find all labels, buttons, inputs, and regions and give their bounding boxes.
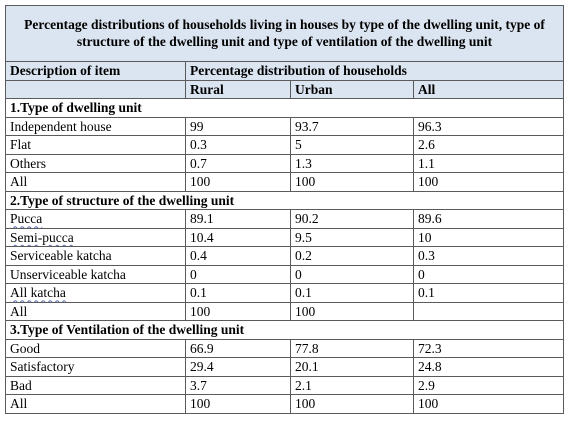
all-cell: 2.6 (414, 136, 564, 155)
rural-cell: 89.1 (186, 210, 291, 229)
all-cell: 0.1 (414, 284, 564, 303)
table-row (6, 376, 564, 395)
all-header: All (414, 80, 564, 99)
item-cell (6, 228, 186, 247)
table-row (6, 210, 564, 229)
section-header-row (6, 99, 564, 118)
all-cell: 2.9 (414, 376, 564, 395)
rural-cell: 3.7 (186, 376, 291, 395)
urban-cell: 90.2 (291, 210, 414, 229)
table-row (6, 339, 564, 358)
all-cell: 96.3 (414, 117, 564, 136)
item-label: Pucca (10, 211, 43, 227)
urban-cell: 0.2 (291, 247, 414, 266)
item-cell: Independent house (6, 117, 186, 136)
empty-header-cell (6, 80, 186, 99)
table-row (6, 173, 564, 192)
urban-cell: 93.7 (291, 117, 414, 136)
table-row (6, 228, 564, 247)
all-cell: 89.6 (414, 210, 564, 229)
all-cell: 24.8 (414, 358, 564, 377)
urban-cell: 20.1 (291, 358, 414, 377)
urban-cell: 2.1 (291, 376, 414, 395)
table-row (6, 117, 564, 136)
section-header-row (6, 191, 564, 210)
item-cell (6, 210, 186, 229)
urban-cell: 100 (291, 302, 414, 321)
section-header-row (6, 321, 564, 340)
rural-cell: 99 (186, 117, 291, 136)
item-cell: Satisfactory (6, 358, 186, 377)
table-title-row (6, 6, 564, 62)
item-cell (6, 265, 186, 284)
rural-cell: 0 (186, 265, 291, 284)
item-cell: Bad (6, 376, 186, 395)
urban-cell: 9.5 (291, 228, 414, 247)
description-header: Description of item (6, 62, 186, 81)
table-row (6, 284, 564, 303)
urban-cell: 5 (291, 136, 414, 155)
urban-cell: 1.3 (291, 154, 414, 173)
item-label: All katcha (10, 285, 66, 301)
rural-cell: 100 (186, 395, 291, 414)
table-title: Percentage distributions of households living in houses by type of the dwelling unit, type of structure of the dwelling unit and type of ventilation of the dwelling unit (6, 6, 564, 62)
table-container (5, 5, 563, 414)
rural-cell: 66.9 (186, 339, 291, 358)
section-title: 3.Type of Ventilation of the dwelling unit (6, 321, 564, 340)
table-row (6, 136, 564, 155)
table-row (6, 358, 564, 377)
item-cell (6, 247, 186, 266)
all-cell (414, 302, 564, 321)
rural-cell: 0.3 (186, 136, 291, 155)
rural-header: Rural (186, 80, 291, 99)
item-label: Unserviceable katcha (10, 266, 126, 282)
item-cell (6, 284, 186, 303)
item-cell: Good (6, 339, 186, 358)
table-row (6, 247, 564, 266)
urban-cell: 100 (291, 173, 414, 192)
urban-cell: 77.8 (291, 339, 414, 358)
urban-cell: 100 (291, 395, 414, 414)
all-cell: 72.3 (414, 339, 564, 358)
rural-cell: 0.7 (186, 154, 291, 173)
section-title: 2.Type of structure of the dwelling unit (6, 191, 564, 210)
item-cell: Flat (6, 136, 186, 155)
household-distribution-table (5, 5, 564, 414)
rural-cell: 100 (186, 302, 291, 321)
table-row (6, 302, 564, 321)
rural-cell: 10.4 (186, 228, 291, 247)
all-cell: 10 (414, 228, 564, 247)
table-row (6, 395, 564, 414)
item-cell: All (6, 395, 186, 414)
rural-cell: 0.1 (186, 284, 291, 303)
rural-cell: 100 (186, 173, 291, 192)
table-row (6, 154, 564, 173)
header-row-1 (6, 62, 564, 81)
rural-cell: 0.4 (186, 247, 291, 266)
item-label: Serviceable katcha (10, 248, 112, 264)
table-row (6, 265, 564, 284)
all-cell: 0.3 (414, 247, 564, 266)
item-cell: All (6, 173, 186, 192)
urban-cell: 0.1 (291, 284, 414, 303)
item-cell: Others (6, 154, 186, 173)
all-cell: 100 (414, 173, 564, 192)
all-cell: 1.1 (414, 154, 564, 173)
header-row-2 (6, 80, 564, 99)
urban-header: Urban (291, 80, 414, 99)
rural-cell: 29.4 (186, 358, 291, 377)
all-cell: 100 (414, 395, 564, 414)
distribution-header: Percentage distribution of households (186, 62, 564, 81)
section-title: 1.Type of dwelling unit (6, 99, 564, 118)
item-label: Semi-pucca (10, 229, 74, 245)
item-cell: All (6, 302, 186, 321)
all-cell: 0 (414, 265, 564, 284)
urban-cell: 0 (291, 265, 414, 284)
